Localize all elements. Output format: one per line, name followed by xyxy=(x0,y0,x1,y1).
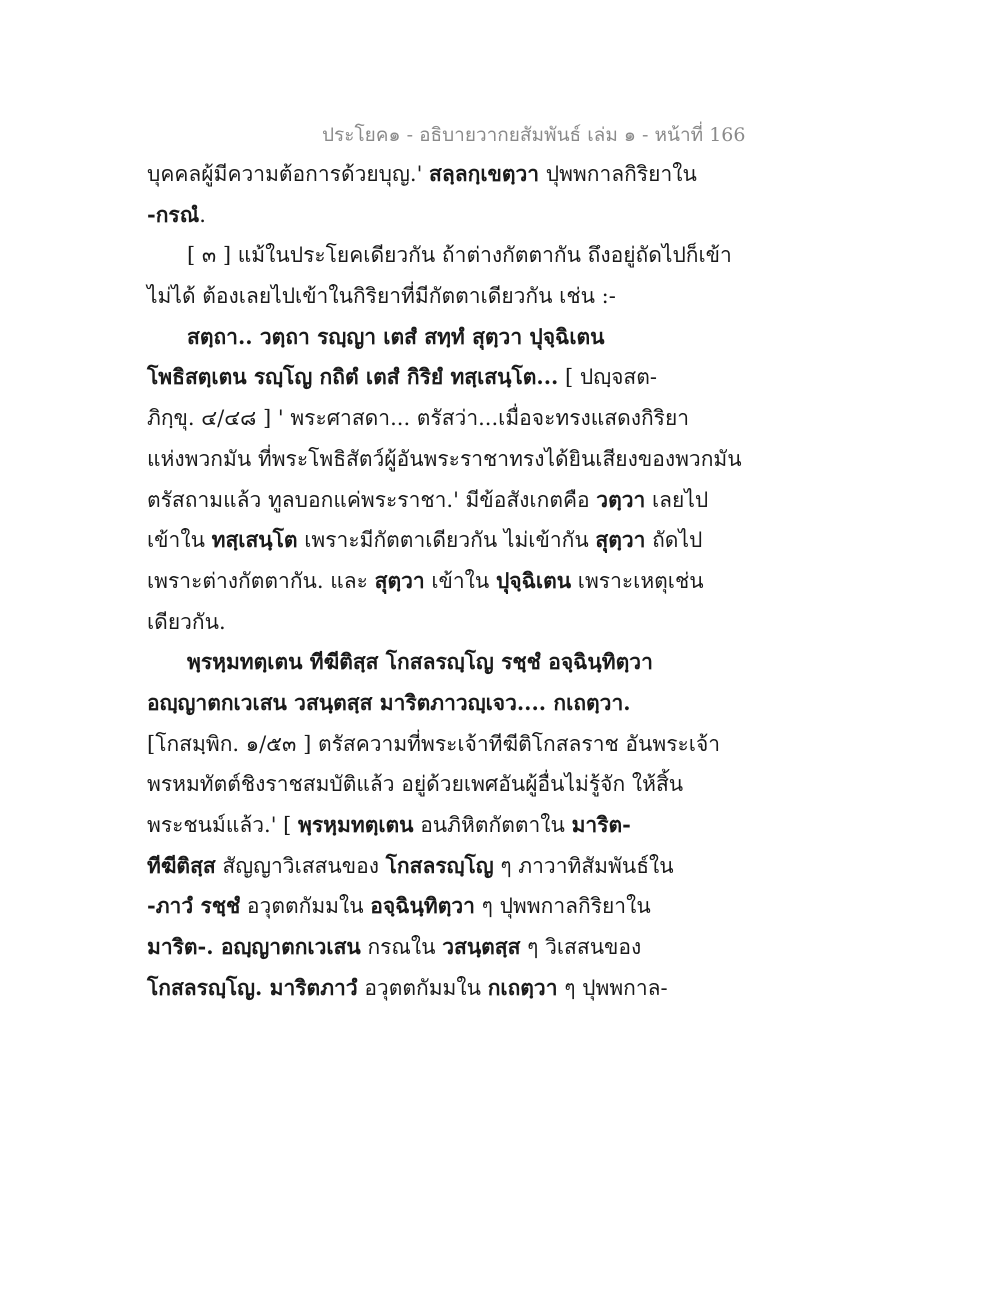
pali-term: โกสลรญฺโญ xyxy=(385,852,494,878)
text-line xyxy=(147,805,707,846)
text-segment: พระชนม์แล้ว.' [ xyxy=(147,813,299,837)
text-segment: ถัดไป xyxy=(645,528,703,553)
text-segment: เพราะต่างกัตตากัน. และ xyxy=(147,568,375,593)
text-segment: ปุพพกาลกิริยาใน xyxy=(539,162,697,186)
text-segment: เพราะเหตุเช่น xyxy=(571,568,704,593)
text-line xyxy=(147,561,707,602)
text-segment: ๆ วิเสสนของ xyxy=(520,935,642,960)
text-segment: กรณใน xyxy=(360,935,443,960)
text-line xyxy=(147,398,707,439)
text-line xyxy=(147,764,707,805)
pali-term: กเถตฺวา xyxy=(487,974,558,1000)
text-line xyxy=(147,968,707,1009)
text-segment: เข้าใน xyxy=(424,568,496,593)
pali-term: -กรณํ xyxy=(147,201,200,227)
text-segment: พรหมทัตต์ชิงราชสมบัติแล้ว อยู่ด้วยเพศอันผู้อื่นไม่รู้จัก ให้สิ้น xyxy=(147,772,684,797)
text-line xyxy=(147,195,707,236)
text-segment: บุคคลผู้มีความต้อการด้วยบุญ.' xyxy=(147,162,430,186)
text-line xyxy=(147,602,707,643)
pali-term: โพธิสตฺเตน รญฺโญ กถิตํ เตสํ กิริยํ ทสฺเสนฺโต... xyxy=(147,364,559,390)
text-line xyxy=(147,276,707,317)
text-segment: อวุตตกัมมใน xyxy=(357,975,488,1000)
pali-term: วสนฺตสฺส xyxy=(442,934,521,960)
pali-term: โกสลรญฺโญ. มาริตภาวํ xyxy=(147,974,358,1000)
document-body xyxy=(147,154,742,1008)
pali-term: อจฺฉินฺทิตฺวา xyxy=(370,893,475,919)
text-segment: ๆ ภาวาทิสัมพันธ์ใน xyxy=(493,853,674,878)
text-line xyxy=(147,927,707,968)
pali-term: ทีฆีติสฺส xyxy=(147,852,216,878)
pali-term: มาริต- xyxy=(571,812,631,837)
text-line xyxy=(147,520,707,561)
text-segment: ไม่ได้ ต้องเลยไปเข้าในกิริยาที่มีกัตตาเดียวกัน เช่น :- xyxy=(147,284,616,309)
text-line xyxy=(147,357,707,398)
text-segment: อนภิหิตกัตตาใน xyxy=(413,813,572,837)
pali-term: วตฺวา xyxy=(596,486,646,512)
text-line xyxy=(147,235,732,276)
text-line xyxy=(147,683,707,724)
text-segment: เพราะมีกัตตาเดียวกัน ไม่เข้ากัน xyxy=(297,528,596,553)
text-segment: . xyxy=(199,202,206,227)
text-line xyxy=(147,642,707,683)
pali-term: สุตฺวา xyxy=(595,527,646,553)
text-segment: เข้าใน xyxy=(147,528,212,553)
pali-term: ปุจฺฉิเตน xyxy=(495,567,572,593)
pali-term: มาริต-. อญฺญาตกเวเสน xyxy=(147,934,361,960)
text-segment: เลยไป xyxy=(645,487,709,512)
pali-term: สลฺลกฺเขตฺวา xyxy=(429,161,540,186)
pali-term: อญฺญาตกเวเสน วสนฺตสฺส มาริตภาวญฺเจว.... กเถตฺวา. xyxy=(147,689,631,715)
pali-term: สุตฺวา xyxy=(374,567,425,593)
text-segment: [ ๓ ] แม้ในประโยคเดียวกัน ถ้าต่างกัตตากัน ถึงอยู่ถัดไปก็เข้า xyxy=(187,243,732,268)
text-segment: เดียวกัน. xyxy=(147,609,226,634)
text-segment: ตรัสถามแล้ว ทูลบอกแค่พระราชา.' มีข้อสังเกตคือ xyxy=(147,487,597,512)
text-segment: ๆ ปุพพกาลกิริยาใน xyxy=(474,894,651,919)
pali-term: -ภาวํ รชฺชํ xyxy=(147,893,241,919)
text-segment: สัญญาวิเสสนของ xyxy=(215,853,386,878)
pali-term: ทสฺเสนฺโต xyxy=(211,527,298,553)
text-segment: อวุตตกัมมใน xyxy=(240,894,371,919)
text-segment: [ ปญฺจสต- xyxy=(558,365,657,390)
text-line xyxy=(147,886,707,927)
text-segment: ภิกฺขุ. ๔/๔๘ ] ' พระศาสดา... ตรัสว่า...เมื่อจะทรงแสดงกิริยา xyxy=(147,406,690,431)
text-line xyxy=(147,317,707,358)
pali-term: พฺรหฺมทตฺเตน xyxy=(298,812,414,837)
text-segment: แห่งพวกมัน ที่พระโพธิสัตว์ผู้อันพระราชาทรงได้ยินเสียงของพวกมัน xyxy=(147,446,742,471)
text-line xyxy=(147,154,707,195)
text-line xyxy=(147,439,742,480)
text-line xyxy=(147,480,707,521)
page-header: ประโยค๑ - อธิบายวากยสัมพันธ์ เล่ม ๑ - หน้าที่ 166 xyxy=(322,124,746,146)
text-segment: ๆ ปุพพกาล- xyxy=(557,975,668,1000)
text-line xyxy=(147,846,707,887)
pali-term: พฺรหฺมทตฺเตน ทีฆีติสฺส โกสลรญฺโญ รชฺชํ อจฺฉินฺทิตฺวา xyxy=(187,649,653,675)
pali-term: สตฺถา.. วตฺถา รญฺญา เตสํ สทฺทํ สุตฺวา ปุจฺฉิเตน xyxy=(187,323,605,349)
text-segment: [โกสมฺพิก. ๑/๕๓ ] ตรัสความที่พระเจ้าทีฆีติโกสลราช อันพระเจ้า xyxy=(147,731,721,756)
text-line xyxy=(147,724,721,765)
